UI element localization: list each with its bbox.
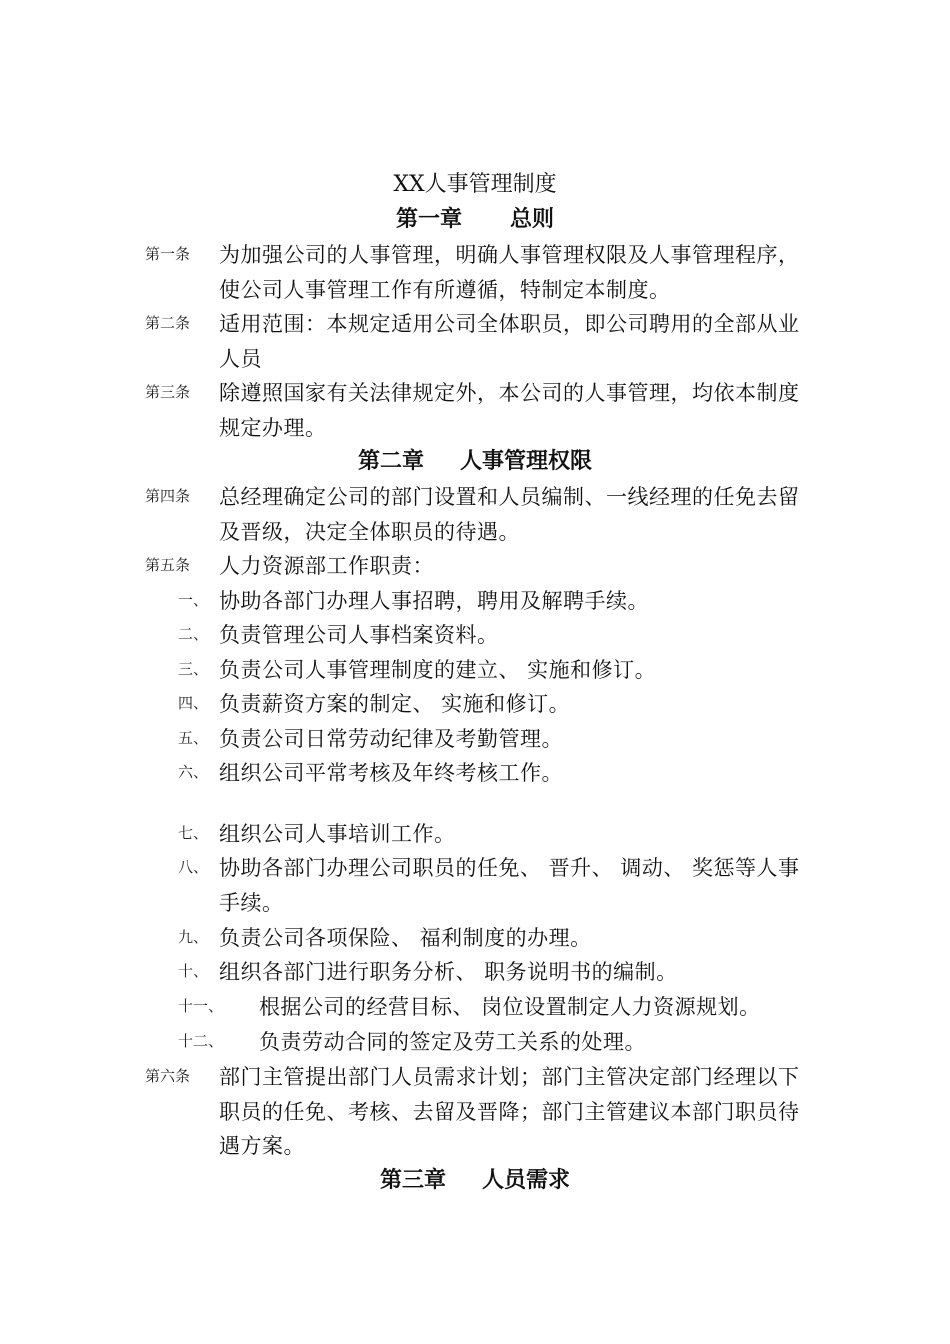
- clause-number: 第三条: [145, 383, 191, 401]
- clause: [145, 480, 815, 549]
- item-number: 一、: [178, 591, 209, 609]
- item-number: 六、: [178, 763, 209, 781]
- chapter-name: 人事管理权限: [460, 449, 593, 474]
- item-text: 组织公司人事培训工作。: [219, 822, 456, 846]
- item-number: 十二、: [178, 1032, 224, 1050]
- item-text: 负责管理公司人事档案资料。: [219, 623, 499, 647]
- list-item: [178, 756, 818, 791]
- list-item: [178, 990, 818, 1025]
- clause: [145, 238, 815, 307]
- item-text: 协助各部门办理人事招聘，聘用及解聘手续。: [219, 589, 649, 613]
- item-number: 八、: [178, 858, 209, 876]
- item-number: 七、: [178, 824, 209, 842]
- item-number: 十一、: [178, 997, 224, 1015]
- item-number: 五、: [178, 729, 209, 747]
- clause-text: 为加强公司的人事管理，明确人事管理权限及人事管理程序，使公司人事管理工作有所遵循，特制定本制度。: [219, 243, 800, 302]
- item-text: 根据公司的经营目标、 岗位设置制定人力资源规划。: [259, 995, 761, 1019]
- item-text: 负责公司日常劳动纪律及考勤管理。: [219, 727, 563, 751]
- list-item: [178, 618, 818, 653]
- clause-number: 第二条: [145, 314, 191, 332]
- clause-text: 总经理确定公司的部门设置和人员编制、一线经理的任免去留及晋级，决定全体职员的待遇。: [219, 485, 800, 544]
- chapter-heading: [0, 446, 950, 478]
- chapter-number: 第三章: [379, 1168, 446, 1193]
- item-number: 十、: [178, 962, 209, 980]
- chapter-number: 第二章: [357, 449, 424, 474]
- clause-text: 人力资源部工作职责：: [219, 554, 434, 578]
- list-item: [178, 851, 818, 920]
- chapter-heading: [0, 204, 950, 236]
- clause: [145, 376, 815, 445]
- clause-number: 第一条: [145, 245, 191, 263]
- item-number: 三、: [178, 660, 209, 678]
- chapter-heading: [0, 1165, 950, 1197]
- list-item: [178, 817, 818, 852]
- item-text: 负责公司人事管理制度的建立、 实施和修订。: [219, 658, 657, 682]
- item-text: 负责薪资方案的制定、 实施和修订。: [219, 692, 571, 716]
- clause-number: 第五条: [145, 556, 191, 574]
- clause: [145, 549, 815, 584]
- item-number: 九、: [178, 928, 209, 946]
- list-item: [178, 653, 818, 688]
- item-text: 组织公司平常考核及年终考核工作。: [219, 761, 563, 785]
- item-text: 协助各部门办理公司职员的任免、 晋升、 调动、 奖惩等人事手续。: [219, 856, 800, 915]
- item-number: 四、: [178, 694, 209, 712]
- clause-number: 第六条: [145, 1067, 191, 1085]
- list-item: [178, 1025, 818, 1060]
- list-item: [178, 955, 818, 990]
- clause: [145, 1060, 815, 1164]
- chapter-number: 第一章: [395, 207, 462, 232]
- clause: [145, 307, 815, 376]
- item-text: 组织各部门进行职务分析、 职务说明书的编制。: [219, 960, 678, 984]
- list-item: [178, 584, 818, 619]
- list-item: [178, 687, 818, 722]
- list-item: [178, 722, 818, 757]
- item-text: 负责公司各项保险、 福利制度的办理。: [219, 926, 592, 950]
- item-number: 二、: [178, 625, 209, 643]
- clause-text: 除遵照国家有关法律规定外，本公司的人事管理，均依本制度规定办理。: [219, 381, 800, 440]
- clause-number: 第四条: [145, 487, 191, 505]
- item-text: 负责劳动合同的签定及劳工关系的处理。: [259, 1030, 646, 1054]
- clause-text: 部门主管提出部门人员需求计划；部门主管决定部门经理以下职员的任免、考核、去留及晋降；部门主管建议本部门职员待遇方案。: [219, 1065, 800, 1158]
- document-title: XX人事管理制度: [393, 172, 557, 197]
- clause-text: 适用范围：本规定适用公司全体职员，即公司聘用的全部从业人员: [219, 312, 800, 371]
- chapter-name: 总则: [510, 207, 555, 232]
- chapter-name: 人员需求: [482, 1168, 571, 1193]
- list-item: [178, 921, 818, 956]
